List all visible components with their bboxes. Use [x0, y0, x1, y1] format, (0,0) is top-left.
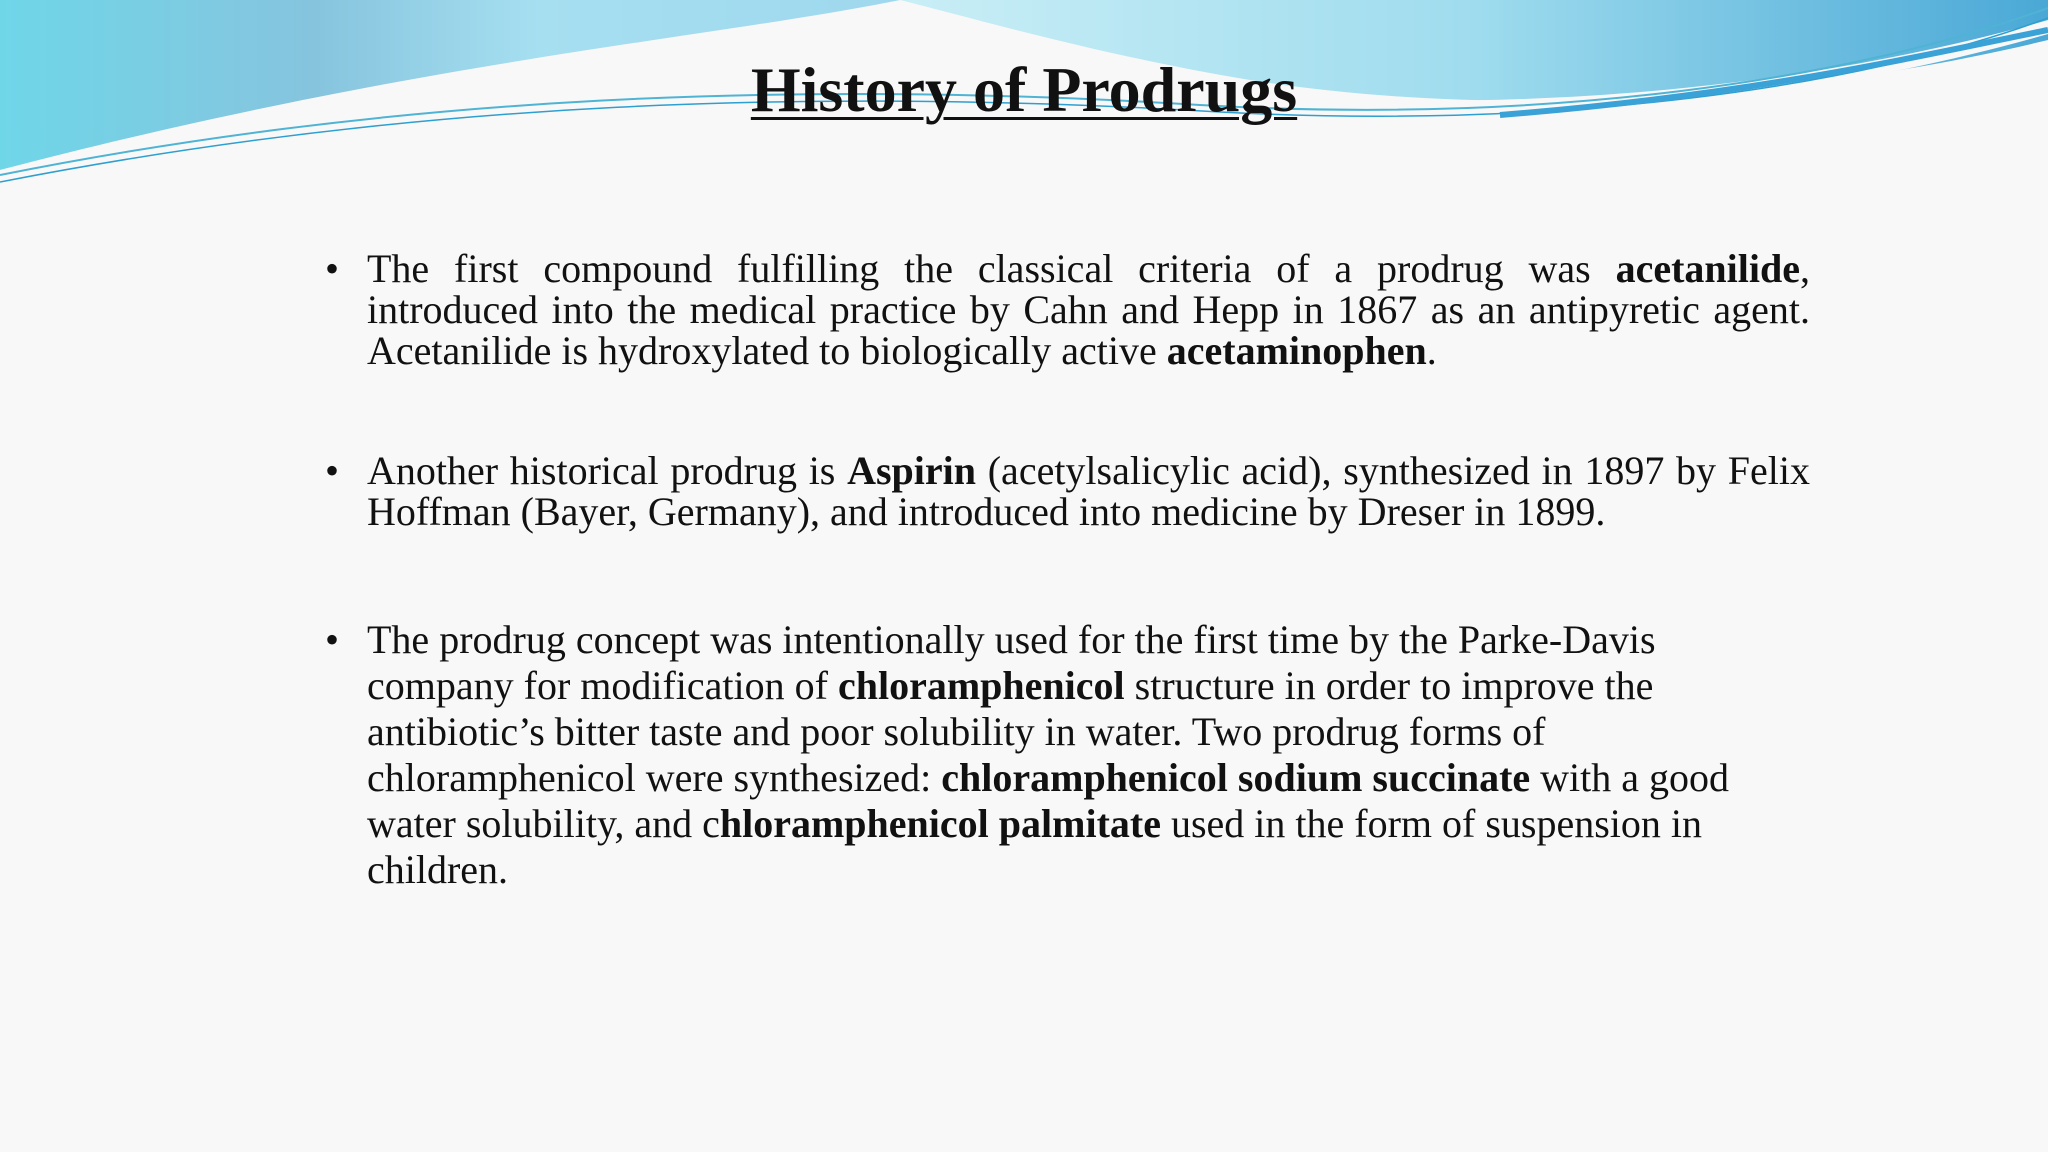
bold-term: chloramphenicol sodium succinate — [941, 755, 1531, 800]
bold-term: Aspirin — [847, 448, 977, 493]
bullet-text: The first compound fulfilling the classical criteria of a prodrug was acetanilide, introduced into the medical practice by Cahn and Hepp in 1867 as an antipyretic agent. Acetanilide is hydroxylated to biologically active acetaminophen. — [367, 246, 1810, 373]
bold-term: chloramphenicol — [837, 663, 1125, 708]
bullet-dot: • — [325, 246, 340, 291]
bullet-text: Another historical prodrug is Aspirin (acetylsalicylic acid), synthesized in 1897 by Felix Hoffman (Bayer, Germany), and introduced into medicine by Dreser in 1899. — [367, 448, 1810, 534]
bullet-dot: • — [325, 617, 340, 662]
bold-term: acetanilide — [1615, 246, 1800, 291]
bold-term: hloramphenicol palmitate — [719, 801, 1161, 846]
bullet-aspirin — [325, 450, 1810, 532]
bullet-text: The prodrug concept was intentionally used for the first time by the Parke-Davis company for modification of chloramphenicol structure in order to improve the antibiotic’s bitter taste and poor solubility in water. Two prodrug forms of chloramphenicol were synthesized: chloramphenicol sodium succinate with a good water solubility, and chloramphenicol palmitate used in the form of suspension in children. — [367, 617, 1730, 892]
slide-title: History of Prodrugs — [750, 54, 1298, 125]
bullet-acetanilide — [325, 248, 1810, 371]
bullet-dot: • — [325, 448, 340, 493]
bullet-chloramphenicol — [325, 617, 1785, 893]
bold-term: acetaminophen — [1166, 328, 1427, 373]
